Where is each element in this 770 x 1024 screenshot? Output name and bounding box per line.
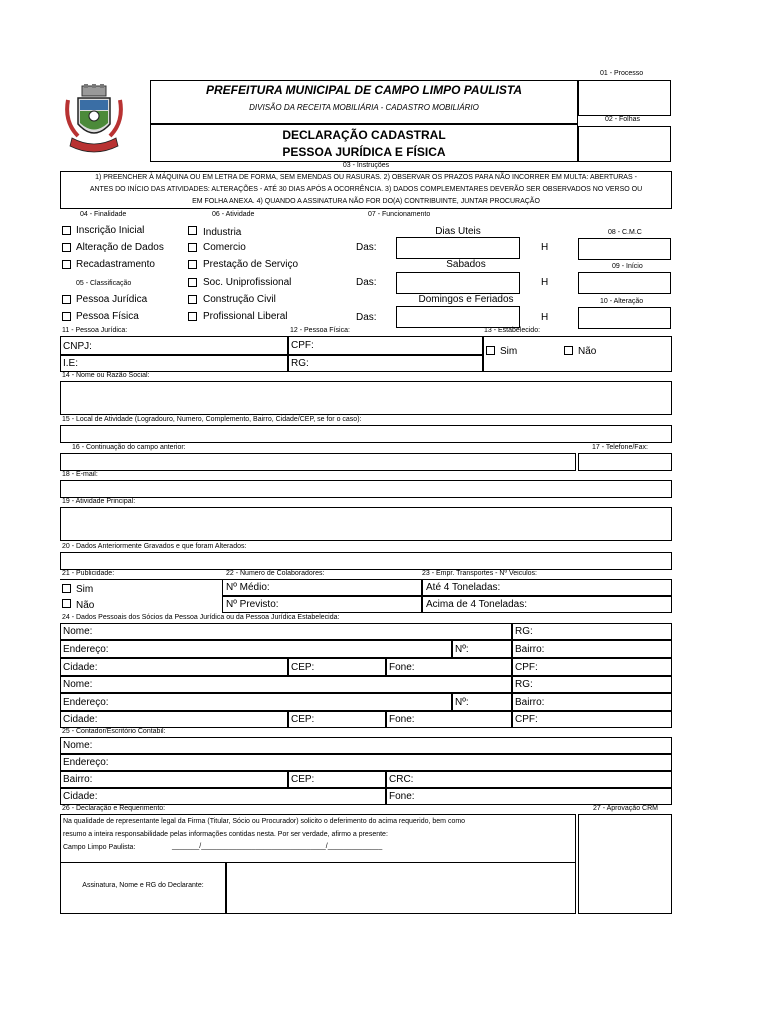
estabelecido-sim-checkbox[interactable]: [486, 346, 495, 355]
date-line[interactable]: _______/________________________________/______________: [172, 843, 383, 850]
socio1-numero-label: Nº:: [455, 644, 469, 655]
cnpj-label: CNPJ:: [63, 341, 92, 352]
contador-endereco-label: Endereço:: [63, 757, 109, 768]
ie-field[interactable]: [60, 355, 288, 372]
sabados-label: Sabados: [446, 259, 486, 270]
campo-limpo-label: Campo Limpo Paulista:: [63, 844, 136, 851]
rg-label: RG:: [291, 358, 309, 369]
socio1-rg-field[interactable]: [512, 623, 672, 640]
das-label-1: Das:: [356, 242, 377, 253]
contador-cidade-label: Cidade:: [63, 791, 98, 802]
instrucoes-label: 03 - Instruções: [342, 162, 390, 169]
contador-label: 25 - Contador/Escritório Contabil:: [62, 728, 166, 735]
socio2-nome-label: Nome:: [63, 679, 93, 690]
das-label-3: Das:: [356, 312, 377, 323]
declaracao-label: 26 - Declaração e Requerimento:: [62, 805, 166, 812]
inscricao-inicial-checkbox[interactable]: [62, 226, 71, 235]
nome-razao-field[interactable]: [60, 381, 672, 415]
cnpj-field[interactable]: [60, 336, 288, 355]
funcionamento-label: 07 - Funcionamento: [368, 211, 431, 218]
pessoa-fisica-section-label: 12 - Pessoa Física:: [290, 327, 350, 334]
crest-icon: [62, 84, 126, 158]
domingos-label: Domingos e Feriados: [418, 294, 514, 305]
contador-fone-label: Fone:: [389, 791, 415, 802]
publicidade-nao-label: Não: [76, 600, 95, 611]
cmc-label: 08 - C.M.C: [608, 229, 642, 236]
alteracao-dados-label: Alteração de Dados: [76, 242, 164, 253]
publicidade-line: [60, 579, 222, 580]
socio1-nome-label: Nome:: [63, 626, 93, 637]
folhas-field[interactable]: [578, 126, 671, 162]
nome-razao-label: 14 - Nome ou Razão Social:: [62, 372, 150, 379]
das-label-2: Das:: [356, 277, 377, 288]
transportes-label: 23 - Empr. Transportes - Nº Veiculos:: [422, 570, 537, 577]
telefone-label: 17 - Telefone/Fax:: [592, 444, 648, 451]
socio2-cidade-label: Cidade:: [63, 714, 98, 725]
contador-endereco-field[interactable]: [60, 754, 672, 771]
socio2-bairro-label: Bairro:: [515, 697, 545, 708]
assinatura-label: Assinatura, Nome e RG do Declarante:: [82, 882, 204, 889]
classificacao-label: 05 - Classificação: [76, 280, 132, 287]
pessoa-fisica-label: Pessoa Física: [76, 311, 139, 322]
sabados-field[interactable]: [396, 272, 520, 294]
contador-fone-field[interactable]: [386, 788, 672, 805]
socio1-bairro-label: Bairro:: [515, 644, 545, 655]
colaboradores-medio-label: Nº Médio:: [226, 582, 270, 593]
h-label-3: H: [541, 312, 549, 323]
instrucoes-line1: 1) PREENCHER À MÁQUINA OU EM LETRA DE FORMA, SEM EMENDAS OU RASURAS. 2) OBSERVAR OS PRAZOS PARA NÃO INCORRER EM MULTA: ABERTURAS -: [95, 174, 637, 181]
construcao-civil-checkbox[interactable]: [188, 295, 197, 304]
publicidade-nao-checkbox[interactable]: [62, 599, 71, 608]
profissional-liberal-label: Profissional Liberal: [203, 311, 288, 322]
socio2-nome-field[interactable]: [60, 676, 512, 693]
alteracao-field[interactable]: [578, 307, 671, 329]
ie-label: I.E:: [63, 358, 79, 369]
socio2-rg-field[interactable]: [512, 676, 672, 693]
aprovacao-field[interactable]: [578, 814, 672, 914]
pessoa-fisica-checkbox[interactable]: [62, 312, 71, 321]
domingos-field[interactable]: [396, 306, 520, 328]
h-label-1: H: [541, 242, 549, 253]
contador-bairro-label: Bairro:: [63, 774, 93, 785]
industria-label: Industria: [203, 227, 242, 238]
colaboradores-previsto-label: Nº Previsto:: [226, 599, 279, 610]
publicidade-label: 21 - Publicidade:: [62, 570, 115, 577]
continuacao-field[interactable]: [60, 453, 576, 471]
prestacao-servico-checkbox[interactable]: [188, 260, 197, 269]
dias-uteis-label: Dias Uteis: [435, 226, 481, 237]
socio2-endereco-label: Endereço:: [63, 697, 109, 708]
contador-cep-label: CEP:: [291, 774, 315, 785]
cmc-field[interactable]: [578, 238, 671, 260]
aprovacao-label: 27 - Aprovação CRM: [593, 805, 658, 812]
socio1-endereco-field[interactable]: [60, 640, 452, 658]
cpf-field[interactable]: [288, 336, 483, 355]
prefeitura-title: PREFEITURA MUNICIPAL DE CAMPO LIMPO PAULISTA: [205, 83, 522, 97]
estabelecido-label: 13 - Estabelecido:: [484, 327, 541, 334]
comercio-label: Comercio: [203, 242, 246, 253]
recadastramento-checkbox[interactable]: [62, 260, 71, 269]
contador-crc-label: CRC:: [389, 774, 414, 785]
colaboradores-label: 22 - Numero de Colaboradores:: [226, 570, 325, 577]
socio1-nome-field[interactable]: [60, 623, 512, 640]
socio1-fone-label: Fone:: [389, 662, 415, 673]
instrucoes-line3: EM FOLHA ANEXA. 4) QUANDO A ASSINATURA NÃO FOR DO(A) CONTRIBUINTE, JUNTAR PROCURAÇÃO: [192, 198, 540, 205]
telefone-field[interactable]: [578, 453, 672, 471]
assinatura-field[interactable]: [226, 862, 576, 914]
finalidade-label: 04 - Finalidade: [80, 211, 127, 218]
publicidade-sim-checkbox[interactable]: [62, 584, 71, 593]
industria-checkbox[interactable]: [188, 226, 197, 235]
municipal-crest: [62, 84, 126, 158]
construcao-civil-label: Construção Civil: [203, 294, 276, 305]
instrucoes-line2: ANTES DO INÍCIO DAS ATIVIDADES: ALTERAÇÕES - ATÉ 30 DIAS APÓS A OCORRÊNCIA. 3) DADOS COMPLEMENTARES DEVERÃO SER OBSERVADOS NO VERSO OU: [89, 186, 643, 193]
divisao-subtitle: DIVISÃO DA RECEITA MOBILIÁRIA - CADASTRO MOBILIÁRIO: [249, 103, 479, 112]
processo-label: 01 - Processo: [600, 70, 644, 77]
comercio-checkbox[interactable]: [188, 243, 197, 252]
inicio-field[interactable]: [578, 272, 671, 294]
inicio-label: 09 - Início: [612, 263, 643, 270]
soc-uniprofissional-checkbox[interactable]: [188, 278, 197, 287]
local-atividade-field[interactable]: [60, 425, 672, 443]
socio1-rg-label: RG:: [515, 626, 533, 637]
local-atividade-label: 15 - Local de Atividade (Logradouro, Numero, Complemento, Bairro, Cidade/CEP, se for o caso):: [62, 416, 362, 423]
processo-field[interactable]: [578, 80, 671, 116]
socio2-rg-label: RG:: [515, 679, 533, 690]
pessoa-title: PESSOA JURÍDICA E FÍSICA: [282, 145, 446, 159]
socio1-cpf-label: CPF:: [515, 662, 538, 673]
profissional-liberal-checkbox[interactable]: [188, 312, 197, 321]
pessoa-juridica-label: Pessoa Jurídica: [76, 294, 148, 305]
declaracao-line2: resumo a inteira responsabilidade pelas informações contidas nesta. Por ser verdade, afirmo a presente:: [63, 831, 388, 838]
contador-crc-field[interactable]: [386, 771, 672, 788]
contador-nome-label: Nome:: [63, 740, 93, 751]
socio2-cep-label: CEP:: [291, 714, 315, 725]
contador-cidade-field[interactable]: [60, 788, 386, 805]
folhas-label: 02 - Folhas: [605, 116, 641, 123]
publicidade-sim-label: Sim: [76, 584, 94, 595]
dias-uteis-field[interactable]: [396, 237, 520, 259]
recadastramento-label: Recadastramento: [76, 259, 155, 270]
alteracao-dados-checkbox[interactable]: [62, 243, 71, 252]
pessoa-juridica-checkbox[interactable]: [62, 295, 71, 304]
socio1-cidade-label: Cidade:: [63, 662, 98, 673]
cpf-label: CPF:: [291, 340, 314, 351]
estabelecido-sim-label: Sim: [500, 346, 518, 357]
continuacao-label: 16 - Continuação do campo anterior:: [72, 444, 186, 451]
atividade-principal-field[interactable]: [60, 507, 672, 541]
contador-nome-field[interactable]: [60, 737, 672, 754]
soc-uniprofissional-label: Soc. Uniprofissional: [203, 277, 292, 288]
socio2-cpf-label: CPF:: [515, 714, 538, 725]
h-label-2: H: [541, 277, 549, 288]
dados-anteriores-label: 20 - Dados Anteriormente Gravados e que foram Alterados:: [62, 543, 247, 550]
alteracao-label: 10 - Alteração: [600, 298, 644, 305]
socio2-numero-label: Nº:: [455, 697, 469, 708]
transportes-ate-label: Até 4 Toneladas:: [426, 582, 501, 593]
contador-bairro-field[interactable]: [60, 771, 288, 788]
dados-anteriores-field[interactable]: [60, 552, 672, 570]
email-label: 18 - E-mail:: [62, 471, 98, 478]
atividade-principal-label: 19 - Atividade Principal:: [62, 498, 136, 505]
socio1-endereco-label: Endereço:: [63, 644, 109, 655]
inscricao-inicial-label: Inscrição Inicial: [76, 225, 145, 236]
email-field[interactable]: [60, 480, 672, 498]
socio1-cep-label: CEP:: [291, 662, 315, 673]
transportes-acima-label: Acima de 4 Toneladas:: [426, 599, 527, 610]
prestacao-servico-label: Prestação de Serviço: [203, 259, 299, 270]
estabelecido-nao-label: Não: [578, 346, 597, 357]
socios-label: 24 - Dados Pessoais dos Sócios da Pessoa Jurídica ou da Pessoa Jurídica Estabelecida:: [62, 614, 340, 621]
declaracao-line1: Na qualidade de representante legal da Firma (Titular, Sócio ou Procurador) solicito o deferimento do acima requerido, bem como: [63, 818, 466, 825]
declaracao-title: DECLARAÇÃO CADASTRAL: [282, 128, 446, 142]
socio2-endereco-field[interactable]: [60, 693, 452, 711]
estabelecido-nao-checkbox[interactable]: [564, 346, 573, 355]
atividade-label: 06 - Atividade: [212, 211, 255, 218]
rg-field[interactable]: [288, 355, 483, 372]
socio2-fone-label: Fone:: [389, 714, 415, 725]
pessoa-juridica-section-label: 11 - Pessoa Jurídica:: [62, 327, 128, 334]
